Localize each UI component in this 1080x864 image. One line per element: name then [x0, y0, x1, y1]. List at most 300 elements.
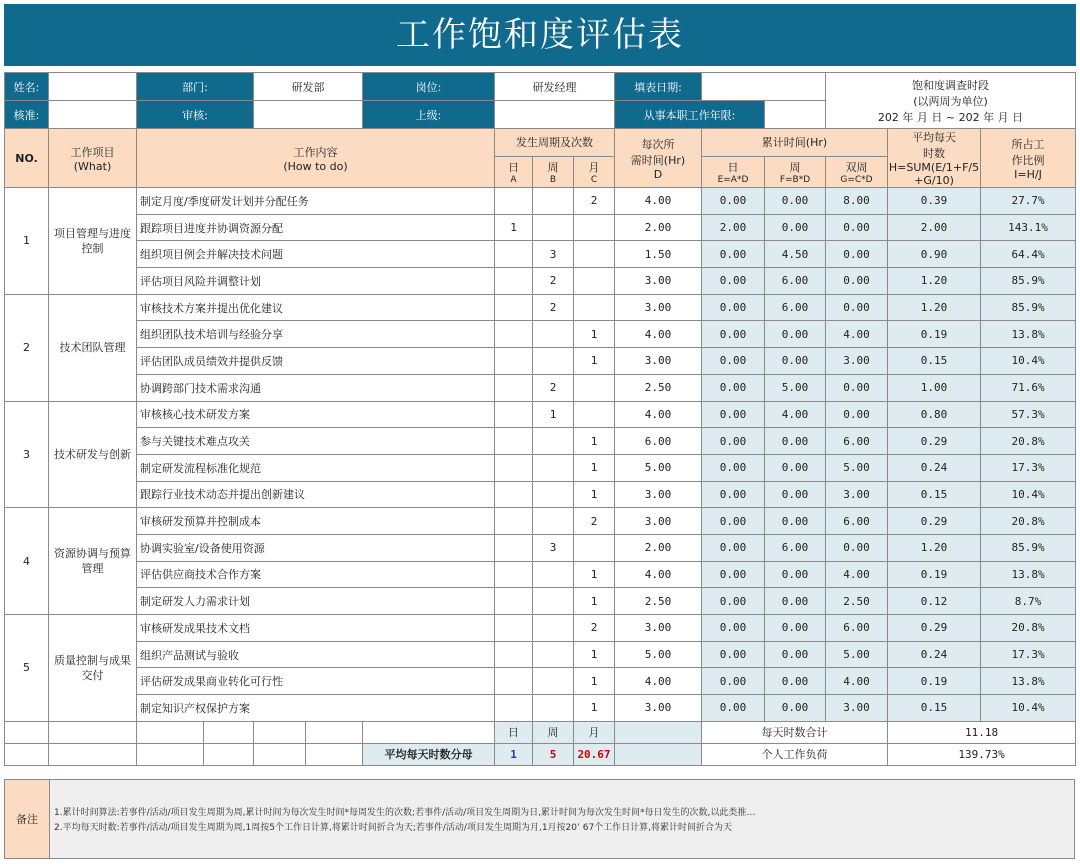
freq-week[interactable] [533, 348, 574, 375]
work-content[interactable]: 评估项目风险并调整计划 [137, 268, 495, 295]
superior-field[interactable] [495, 101, 615, 129]
cum-biweek: 6.00 [826, 508, 888, 535]
cum-biweek: 6.00 [826, 428, 888, 455]
work-ratio: 143.1% [981, 214, 1076, 241]
work-ratio: 20.8% [981, 508, 1076, 535]
header-content: 工作内容 (How to do) [137, 129, 495, 188]
group-name: 技术团队管理 [49, 294, 137, 401]
period-sub: (以两周为单位) [913, 94, 988, 108]
work-content[interactable]: 制定月度/季度研发计划并分配任务 [137, 188, 495, 215]
freq-week[interactable] [533, 481, 574, 508]
cum-week: 6.00 [765, 294, 826, 321]
table-row [5, 321, 1076, 348]
cum-day: 0.00 [702, 268, 765, 295]
time-per-occurrence[interactable]: 4.00 [615, 561, 702, 588]
freq-month[interactable] [574, 401, 615, 428]
table-row [5, 668, 1076, 695]
notes-body [50, 780, 1074, 858]
time-per-occurrence[interactable]: 6.00 [615, 428, 702, 455]
freq-month[interactable]: 2 [574, 615, 615, 642]
freq-day[interactable] [495, 294, 533, 321]
work-ratio: 13.8% [981, 561, 1076, 588]
freq-day[interactable] [495, 534, 533, 561]
period-box [826, 73, 1076, 129]
notes-box [4, 779, 1075, 859]
freq-day[interactable] [495, 348, 533, 375]
approve-label: 核准: [5, 101, 49, 129]
summary-blank [615, 743, 702, 765]
cum-day: 0.00 [702, 615, 765, 642]
cum-day: 0.00 [702, 374, 765, 401]
freq-day[interactable] [495, 454, 533, 481]
avg-hours: 0.29 [888, 508, 981, 535]
table-row [5, 214, 1076, 241]
freq-month[interactable] [574, 374, 615, 401]
avg-hours: 0.39 [888, 188, 981, 215]
group-name: 技术研发与创新 [49, 401, 137, 508]
cum-week: 0.00 [765, 508, 826, 535]
freq-month[interactable]: 1 [574, 561, 615, 588]
summary-blank [137, 743, 204, 765]
time-per-occurrence[interactable]: 2.50 [615, 588, 702, 615]
cum-week: 0.00 [765, 348, 826, 375]
name-label: 姓名: [5, 73, 49, 101]
cum-week: 0.00 [765, 668, 826, 695]
work-ratio: 85.9% [981, 294, 1076, 321]
cum-week: 0.00 [765, 321, 826, 348]
table-row [5, 374, 1076, 401]
cum-week: 5.00 [765, 374, 826, 401]
avg-hours: 1.00 [888, 374, 981, 401]
cum-week: 0.00 [765, 615, 826, 642]
cum-day: 0.00 [702, 401, 765, 428]
work-ratio: 20.8% [981, 428, 1076, 455]
cum-day: 0.00 [702, 428, 765, 455]
work-content[interactable]: 跟踪项目进度并协调资源分配 [137, 214, 495, 241]
header-month: 月 C [574, 156, 615, 187]
cum-day: 0.00 [702, 481, 765, 508]
summary-row-2 [5, 743, 1076, 765]
work-ratio: 57.3% [981, 401, 1076, 428]
avg-hours: 0.19 [888, 668, 981, 695]
work-content[interactable]: 评估团队成员绩效并提供反馈 [137, 348, 495, 375]
table-row [5, 294, 1076, 321]
cum-biweek: 2.50 [826, 588, 888, 615]
table-row [5, 641, 1076, 668]
summary-blank [5, 721, 49, 743]
work-ratio: 10.4% [981, 348, 1076, 375]
freq-day[interactable] [495, 668, 533, 695]
cum-week: 0.00 [765, 428, 826, 455]
cum-biweek: 0.00 [826, 214, 888, 241]
freq-day[interactable] [495, 695, 533, 722]
summary-blank [5, 743, 49, 765]
freq-week[interactable] [533, 668, 574, 695]
header-item: 工作项目 (What) [49, 129, 137, 188]
cum-week: 6.00 [765, 268, 826, 295]
cum-week: 0.00 [765, 695, 826, 722]
table-row [5, 188, 1076, 215]
time-per-occurrence[interactable]: 2.00 [615, 214, 702, 241]
time-per-occurrence[interactable]: 3.00 [615, 348, 702, 375]
freq-day[interactable] [495, 641, 533, 668]
time-per-occurrence[interactable]: 3.00 [615, 508, 702, 535]
summary-week-label: 周 [533, 721, 574, 743]
summary-row-1 [5, 721, 1076, 743]
freq-day[interactable] [495, 588, 533, 615]
work-content[interactable]: 协调跨部门技术需求沟通 [137, 374, 495, 401]
cum-biweek: 0.00 [826, 374, 888, 401]
freq-day[interactable] [495, 428, 533, 455]
work-content[interactable]: 组织产品测试与验收 [137, 641, 495, 668]
header-cycle: 发生周期及次数 [495, 129, 615, 157]
time-per-occurrence[interactable]: 2.50 [615, 374, 702, 401]
cum-week: 0.00 [765, 214, 826, 241]
years-field[interactable] [765, 101, 826, 129]
work-content[interactable]: 审核核心技术研发方案 [137, 401, 495, 428]
freq-day[interactable]: 1 [495, 214, 533, 241]
cum-day: 0.00 [702, 668, 765, 695]
cum-day: 0.00 [702, 321, 765, 348]
work-content[interactable]: 评估研发成果商业转化可行性 [137, 668, 495, 695]
freq-week[interactable]: 1 [533, 401, 574, 428]
work-ratio: 85.9% [981, 268, 1076, 295]
freq-month[interactable]: 1 [574, 321, 615, 348]
cum-biweek: 8.00 [826, 188, 888, 215]
freq-month[interactable]: 1 [574, 481, 615, 508]
avg-hours: 1.20 [888, 534, 981, 561]
avg-denominator-label: 平均每天时数分母 [363, 743, 495, 765]
avg-hours: 0.29 [888, 428, 981, 455]
freq-week[interactable] [533, 428, 574, 455]
cum-biweek: 4.00 [826, 321, 888, 348]
work-content[interactable]: 跟踪行业技术动态并提出创新建议 [137, 481, 495, 508]
work-content[interactable]: 评估供应商技术合作方案 [137, 561, 495, 588]
table-row [5, 588, 1076, 615]
freq-week[interactable] [533, 214, 574, 241]
daily-total-value: 11.18 [888, 721, 1076, 743]
avg-hours: 0.29 [888, 615, 981, 642]
work-ratio: 20.8% [981, 615, 1076, 642]
time-per-occurrence[interactable]: 1.50 [615, 241, 702, 268]
cum-day: 0.00 [702, 454, 765, 481]
cum-day: 0.00 [702, 588, 765, 615]
freq-week[interactable]: 3 [533, 534, 574, 561]
freq-week[interactable] [533, 561, 574, 588]
header-cum-biweek: 双周 G=C*D [826, 156, 888, 187]
table-row [5, 508, 1076, 535]
cum-week: 0.00 [765, 561, 826, 588]
header-week: 周 B [533, 156, 574, 187]
avg-hours: 2.00 [888, 214, 981, 241]
table-row [5, 401, 1076, 428]
header-cumulative: 累计时间(Hr) [702, 129, 888, 157]
dept-label: 部门: [137, 73, 254, 101]
freq-week[interactable] [533, 615, 574, 642]
header-day: 日 A [495, 156, 533, 187]
freq-week[interactable]: 2 [533, 268, 574, 295]
summary-blank [306, 743, 363, 765]
freq-month[interactable]: 1 [574, 695, 615, 722]
work-ratio: 10.4% [981, 695, 1076, 722]
cum-biweek: 5.00 [826, 454, 888, 481]
header-cum-day: 日 E=A*D [702, 156, 765, 187]
assessment-sheet [4, 72, 1075, 766]
freq-week[interactable] [533, 588, 574, 615]
work-ratio: 10.4% [981, 481, 1076, 508]
table-row [5, 561, 1076, 588]
freq-month[interactable]: 2 [574, 188, 615, 215]
period-title: 饱和度调查时段 [912, 78, 990, 92]
table-row [5, 268, 1076, 295]
freq-month[interactable]: 1 [574, 588, 615, 615]
work-ratio: 8.7% [981, 588, 1076, 615]
freq-week[interactable] [533, 454, 574, 481]
group-number: 1 [5, 188, 49, 295]
avg-hours: 0.19 [888, 321, 981, 348]
load-value: 139.73% [888, 743, 1076, 765]
summary-blank [49, 721, 137, 743]
group-number: 4 [5, 508, 49, 615]
freq-day[interactable] [495, 481, 533, 508]
superior-label: 上级: [363, 101, 495, 129]
time-per-occurrence[interactable]: 3.00 [615, 615, 702, 642]
dept-field[interactable]: 研发部 [254, 73, 363, 101]
cum-biweek: 4.00 [826, 668, 888, 695]
work-content[interactable]: 审核研发预算并控制成本 [137, 508, 495, 535]
approve-field[interactable] [49, 101, 137, 129]
cum-day: 0.00 [702, 508, 765, 535]
time-per-occurrence[interactable]: 5.00 [615, 454, 702, 481]
freq-month[interactable]: 1 [574, 428, 615, 455]
freq-day[interactable] [495, 188, 533, 215]
group-number: 2 [5, 294, 49, 401]
cum-day: 0.00 [702, 641, 765, 668]
denom-month: 20.67 [574, 743, 615, 765]
table-row [5, 348, 1076, 375]
cum-day: 0.00 [702, 188, 765, 215]
summary-blank [615, 721, 702, 743]
avg-hours: 1.20 [888, 268, 981, 295]
cum-day: 0.00 [702, 241, 765, 268]
freq-week[interactable]: 3 [533, 241, 574, 268]
avg-hours: 0.90 [888, 241, 981, 268]
cum-week: 4.00 [765, 401, 826, 428]
table-row [5, 534, 1076, 561]
avg-hours: 0.24 [888, 454, 981, 481]
work-ratio: 17.3% [981, 641, 1076, 668]
name-field[interactable] [49, 73, 137, 101]
time-per-occurrence[interactable]: 3.00 [615, 268, 702, 295]
cum-biweek: 0.00 [826, 294, 888, 321]
work-content[interactable]: 制定研发流程标准化规范 [137, 454, 495, 481]
summary-blank [204, 743, 254, 765]
notes-label: 备注 [5, 780, 50, 858]
freq-day[interactable] [495, 508, 533, 535]
work-ratio: 13.8% [981, 321, 1076, 348]
avg-hours: 0.24 [888, 641, 981, 668]
time-per-occurrence[interactable]: 2.00 [615, 534, 702, 561]
freq-month[interactable] [574, 294, 615, 321]
table-row [5, 428, 1076, 455]
avg-hours: 0.80 [888, 401, 981, 428]
group-name: 质量控制与成果交付 [49, 615, 137, 722]
cum-day: 0.00 [702, 348, 765, 375]
avg-hours: 1.20 [888, 294, 981, 321]
assessment-table [4, 72, 1076, 766]
table-row [5, 454, 1076, 481]
date-field[interactable] [702, 73, 826, 101]
review-field[interactable] [254, 101, 363, 129]
denom-week: 5 [533, 743, 574, 765]
avg-hours: 0.15 [888, 348, 981, 375]
freq-month[interactable]: 1 [574, 454, 615, 481]
freq-day[interactable] [495, 561, 533, 588]
work-ratio: 71.6% [981, 374, 1076, 401]
freq-week[interactable] [533, 695, 574, 722]
cum-day: 0.00 [702, 695, 765, 722]
header-avg: 平均每天 时数 H=SUM(E/1+F/5 +G/10) [888, 129, 981, 188]
work-ratio: 64.4% [981, 241, 1076, 268]
freq-month[interactable]: 2 [574, 508, 615, 535]
cum-biweek: 5.00 [826, 641, 888, 668]
cum-biweek: 0.00 [826, 268, 888, 295]
time-per-occurrence[interactable]: 4.00 [615, 668, 702, 695]
work-content[interactable]: 制定研发人力需求计划 [137, 588, 495, 615]
freq-week[interactable]: 2 [533, 294, 574, 321]
cum-week: 6.00 [765, 534, 826, 561]
cum-biweek: 0.00 [826, 401, 888, 428]
table-row [5, 481, 1076, 508]
period-range[interactable]: 202 年 月 日 ~ 202 年 月 日 [877, 110, 1024, 124]
work-content[interactable]: 制定知识产权保护方案 [137, 695, 495, 722]
freq-day[interactable] [495, 268, 533, 295]
freq-month[interactable]: 1 [574, 668, 615, 695]
review-label: 审核: [137, 101, 254, 129]
summary-blank [137, 721, 204, 743]
work-content[interactable]: 参与关键技术难点攻关 [137, 428, 495, 455]
table-row [5, 241, 1076, 268]
header-ratio: 所占工 作比例 I=H/J [981, 129, 1076, 188]
freq-day[interactable] [495, 374, 533, 401]
cum-biweek: 4.00 [826, 561, 888, 588]
cum-week: 0.00 [765, 481, 826, 508]
cum-day: 0.00 [702, 561, 765, 588]
work-content[interactable]: 协调实验室/设备使用资源 [137, 534, 495, 561]
table-row [5, 695, 1076, 722]
freq-month[interactable] [574, 241, 615, 268]
cum-day: 0.00 [702, 534, 765, 561]
cum-week: 4.50 [765, 241, 826, 268]
freq-week[interactable] [533, 188, 574, 215]
cum-week: 0.00 [765, 641, 826, 668]
cum-week: 0.00 [765, 588, 826, 615]
cum-day: 2.00 [702, 214, 765, 241]
daily-total-label: 每天时数合计 [702, 721, 888, 743]
cum-biweek: 3.00 [826, 348, 888, 375]
note-line-1: 1.累计时间算法:若事件/活动/项目发生周期为周,累计时间为每次发生时间*每周发生的次数;若事件/活动/项目发生周期为日,累计时间为每次发生时间*每日发生的次数,以此类推… [54, 808, 756, 818]
freq-month[interactable] [574, 214, 615, 241]
avg-hours: 0.15 [888, 481, 981, 508]
note-line-2: 2.平均每天时数:若事件/活动/项目发生周期为周,1周按5个工作日计算,将累计时间折合为天;若事件/活动/项目发生周期为月,1月按20’ 67个工作日计算,将累计时间折合为天 [54, 823, 733, 833]
summary-blank [363, 721, 495, 743]
post-field[interactable]: 研发经理 [495, 73, 615, 101]
summary-month-label: 月 [574, 721, 615, 743]
time-per-occurrence[interactable]: 5.00 [615, 641, 702, 668]
freq-month[interactable]: 1 [574, 641, 615, 668]
summary-blank [49, 743, 137, 765]
work-content[interactable]: 审核技术方案并提出优化建议 [137, 294, 495, 321]
freq-week[interactable]: 2 [533, 374, 574, 401]
avg-hours: 0.12 [888, 588, 981, 615]
table-row [5, 615, 1076, 642]
years-label: 从事本职工作年限: [615, 101, 765, 129]
summary-day-label: 日 [495, 721, 533, 743]
group-number: 5 [5, 615, 49, 722]
summary-blank [306, 721, 363, 743]
work-ratio: 13.8% [981, 668, 1076, 695]
header-no: NO. [5, 129, 49, 188]
summary-blank [204, 721, 254, 743]
time-per-occurrence[interactable]: 4.00 [615, 321, 702, 348]
denom-day: 1 [495, 743, 533, 765]
freq-day[interactable] [495, 321, 533, 348]
time-per-occurrence[interactable]: 4.00 [615, 188, 702, 215]
cum-biweek: 6.00 [826, 615, 888, 642]
page-title: 工作饱和度评估表 [4, 4, 1076, 66]
cum-biweek: 3.00 [826, 695, 888, 722]
work-ratio: 17.3% [981, 454, 1076, 481]
work-content[interactable]: 审核研发成果技术文档 [137, 615, 495, 642]
header-cum-week: 周 F=B*D [765, 156, 826, 187]
cum-day: 0.00 [702, 294, 765, 321]
header-time-per: 每次所 需时间(Hr) D [615, 129, 702, 188]
cum-biweek: 0.00 [826, 241, 888, 268]
summary-blank [254, 721, 306, 743]
group-name: 项目管理与进度控制 [49, 188, 137, 295]
post-label: 岗位: [363, 73, 495, 101]
cum-biweek: 0.00 [826, 534, 888, 561]
work-content[interactable]: 组织项目例会并解决技术问题 [137, 241, 495, 268]
cum-week: 0.00 [765, 454, 826, 481]
cum-week: 0.00 [765, 188, 826, 215]
avg-hours: 0.15 [888, 695, 981, 722]
avg-hours: 0.19 [888, 561, 981, 588]
load-label: 个人工作负荷 [702, 743, 888, 765]
freq-day[interactable] [495, 401, 533, 428]
time-per-occurrence[interactable]: 3.00 [615, 481, 702, 508]
freq-day[interactable] [495, 241, 533, 268]
work-ratio: 85.9% [981, 534, 1076, 561]
time-per-occurrence[interactable]: 3.00 [615, 695, 702, 722]
freq-month[interactable]: 1 [574, 348, 615, 375]
work-ratio: 27.7% [981, 188, 1076, 215]
freq-week[interactable] [533, 508, 574, 535]
time-per-occurrence[interactable]: 4.00 [615, 401, 702, 428]
freq-day[interactable] [495, 615, 533, 642]
date-label: 填表日期: [615, 73, 702, 101]
freq-month[interactable] [574, 534, 615, 561]
summary-blank [254, 743, 306, 765]
cum-biweek: 3.00 [826, 481, 888, 508]
freq-week[interactable] [533, 321, 574, 348]
time-per-occurrence[interactable]: 3.00 [615, 294, 702, 321]
freq-week[interactable] [533, 641, 574, 668]
group-number: 3 [5, 401, 49, 508]
group-name: 资源协调与预算管理 [49, 508, 137, 615]
work-content[interactable]: 组织团队技术培训与经验分享 [137, 321, 495, 348]
freq-month[interactable] [574, 268, 615, 295]
